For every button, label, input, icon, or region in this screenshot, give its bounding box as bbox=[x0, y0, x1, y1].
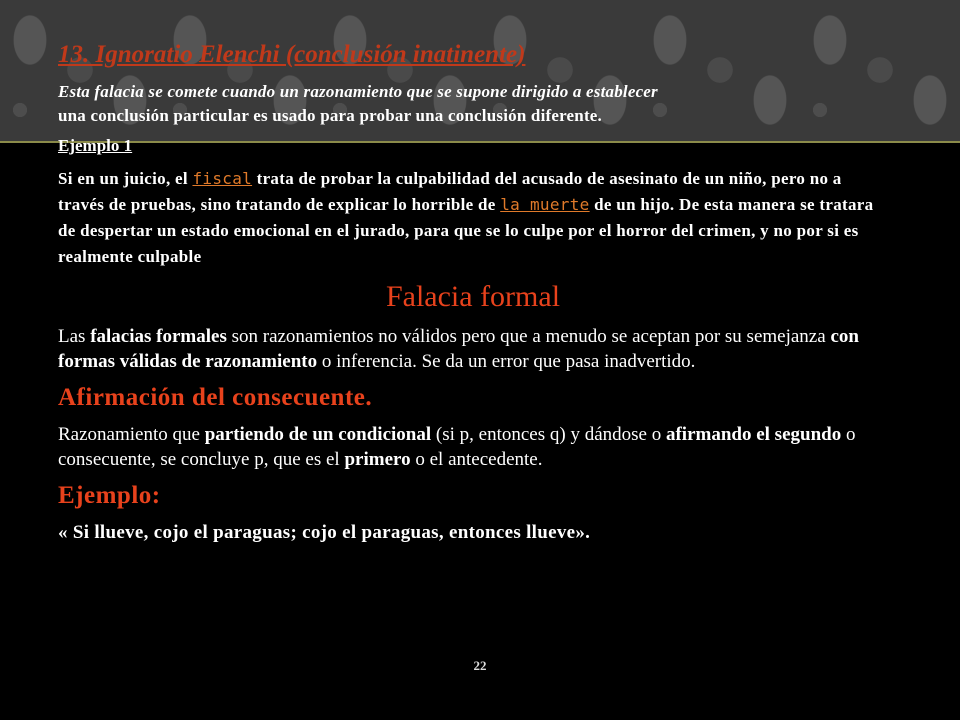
formal-bold-2: con formas válidas de razonamiento bbox=[58, 326, 859, 372]
example-text-2: trata de probar la culpabilidad del acusado de asesinato de un niño, pero no a través de pruebas, sino tratando de explicar lo horrible de bbox=[58, 169, 842, 214]
affirm-bold-2: afirmando el segundo bbox=[665, 424, 842, 445]
example2-heading: Ejemplo: bbox=[58, 482, 161, 509]
link-fiscal[interactable]: fiscal bbox=[192, 169, 253, 188]
example-paragraph bbox=[58, 166, 888, 270]
affirm-bold-1: partiendo de un condicional bbox=[204, 424, 432, 445]
intro-line-2: una conclusión particular es usado para probar una conclusión diferente. bbox=[58, 106, 602, 125]
example-label: Ejemplo 1 bbox=[58, 136, 133, 155]
affirmation-paragraph bbox=[58, 422, 888, 472]
intro-line-1: Esta falacia se comete cuando un razonamiento que se supone dirigido a establecer bbox=[58, 82, 658, 101]
affirmation-heading: Afirmación del consecuente. bbox=[58, 384, 373, 411]
formal-text-1: Las bbox=[58, 326, 91, 347]
example-text-1: Si en un juicio, el bbox=[58, 169, 193, 188]
affirm-bold-3: primero bbox=[344, 449, 411, 470]
formal-text-2: son razonamientos no válidos pero que a menudo se aceptan por su semejanza bbox=[226, 326, 831, 347]
formal-paragraph bbox=[58, 324, 888, 374]
affirm-text-4: o el antecedente. bbox=[410, 449, 543, 470]
page-number: 22 bbox=[473, 658, 487, 673]
affirm-text-1: Razonamiento que bbox=[58, 424, 205, 445]
fallacy-title: 13. Ignoratio Elenchi (conclusión inatinente) bbox=[58, 41, 526, 68]
example-quote: « Si llueve, cojo el paraguas; cojo el paraguas, entonces llueve». bbox=[58, 522, 591, 543]
formal-fallacy-heading: Falacia formal bbox=[385, 280, 561, 313]
link-la-muerte[interactable]: la muerte bbox=[500, 195, 590, 214]
affirm-text-2: (si p, entonces q) y dándose o bbox=[431, 424, 666, 445]
affirm-text-3: o consecuente, se concluye p, que es el bbox=[58, 424, 856, 470]
example-text-3: de un hijo. De esta manera se tratara de despertar un estado emocional en el jurado, para que se lo culpe por el horror del crimen, y no por si es realmente culpable bbox=[58, 195, 874, 266]
intro-text bbox=[58, 80, 888, 128]
formal-text-3: o inferencia. Se da un error que pasa inadvertido. bbox=[317, 351, 696, 372]
slide-content bbox=[58, 40, 888, 546]
formal-bold-1: falacias formales bbox=[90, 326, 227, 347]
